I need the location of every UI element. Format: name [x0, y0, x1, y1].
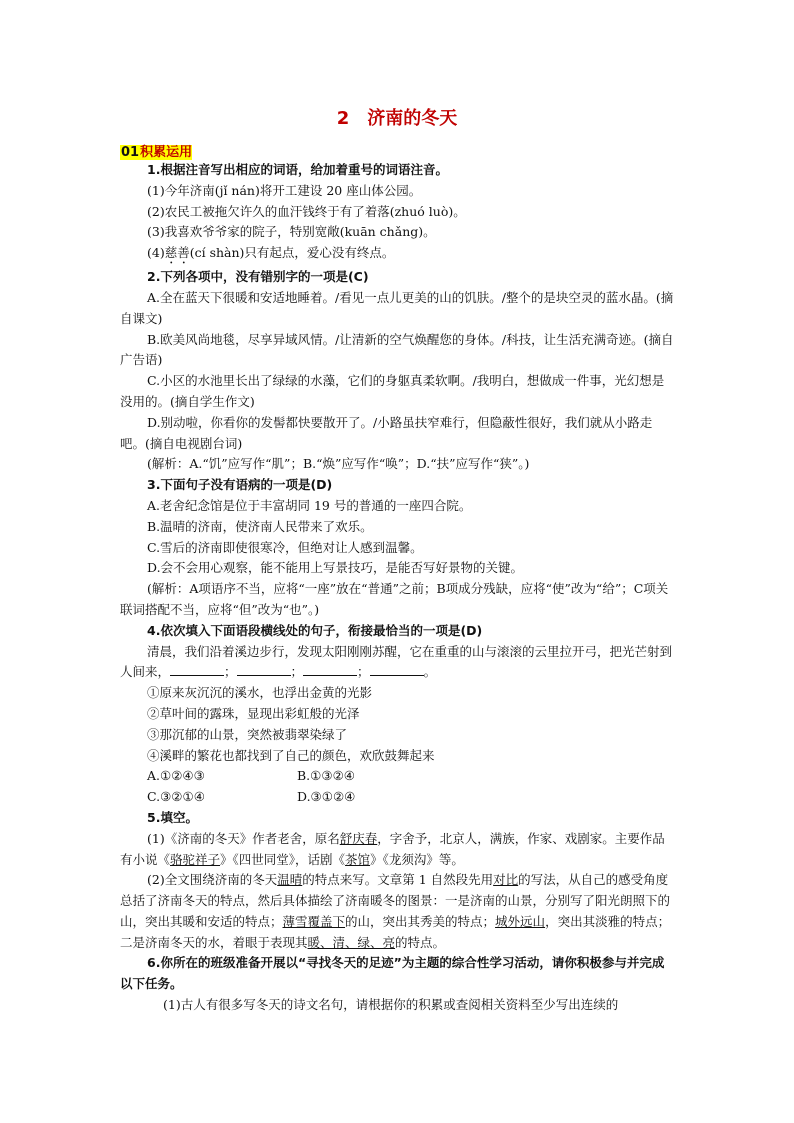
q5-stem: 5.填空。 — [147, 809, 198, 825]
fill-blank — [370, 663, 424, 676]
q6-item-1: (1)古人有很多写冬天的诗文名句，请根据你的积累或查阅相关资料至少写出连续的 — [163, 997, 619, 1013]
fill-blank — [237, 663, 291, 676]
q4-item: ①原来灰沉沉的溪水，也浮出金黄的光影 — [147, 685, 373, 701]
q1-stem: 1.根据注音写出相应的词语，给加着重号的词语注音。 — [147, 162, 448, 177]
q6-stem: 6.你所在的班级准备开展以“寻找冬天的足迹”为主题的综合性学习活动，请你积极参与并完成以下任务。 — [120, 955, 665, 992]
q5-part-1: (1)《济南的冬天》作者老舍，原名舒庆春，字舍予，北京人，满族，作家、戏剧家。主要作品有小说《骆驼祥子》《四世同堂》，话剧《茶馆》《龙须沟》等。 — [120, 830, 665, 867]
q3-analysis: (解析：A项语序不当，应将“一座”放在“普通”之前；B项成分残缺，应将“使”改为“给”；C项关联词搭配不当，应将“但”改为“也”。) — [120, 581, 669, 617]
q4-option-a: A.①②④③ — [147, 768, 205, 784]
page-title: 2 济南的冬天 — [336, 108, 458, 129]
q4-options-row-2 — [120, 787, 676, 808]
section-label: 积累运用 — [140, 145, 193, 160]
q3-option-c: C.雪后的济南即使很寒冷，但绝对让人感到温馨。 — [147, 539, 423, 555]
q3-option-b: B.温晴的济南，使济南人民带来了欢乐。 — [147, 518, 373, 534]
q4-option-c: C.③②①④ — [147, 789, 205, 805]
q3-option-d: D.会不会用心观察，能不能用上写景技巧，是能否写好景物的关键。 — [147, 560, 524, 576]
q1-item-4: (4)慈善(cí shàn)只有起点，爱心没有终点。 — [147, 245, 395, 261]
fill-blank — [303, 663, 357, 676]
q2-option-d: D.别动啦，你看你的发髻都快要散开了。/小路虽扶窄难行，但隐蔽性很好，我们就从小路走吧。(摘自电视剧台词) — [120, 414, 653, 451]
q4-passage: 清晨，我们沿着溪边步行，发现太阳刚刚苏醒，它在重重的山与滚滚的云里拉开弓，把光芒射到人间来， ； ； ； 。 — [120, 643, 673, 680]
q1-item-2: (2)农民工被拖欠许久的血汗钱终于有了着落(zhuó luò)。 — [147, 203, 466, 219]
section-number: 01 — [121, 145, 140, 160]
q3-option-a: A.老舍纪念馆是位于丰富胡同 19 号的普通的一座四合院。 — [147, 497, 472, 513]
q2-option-a: A.全在蓝天下很暖和安适地睡着。/看见一点儿更美的山的饥肤。/整个的是块空灵的蓝水晶。(摘自课文) — [120, 289, 674, 326]
q4-item: ④溪畔的繁花也都找到了自己的颜色，欢欣鼓舞起来 — [147, 747, 435, 763]
q4-option-b: B.①③②④ — [297, 768, 355, 784]
q4-item: ③那沉郁的山景，突然被翡翠染绿了 — [147, 726, 348, 742]
section-heading — [120, 141, 192, 160]
q5-part-2: (2)全文围绕济南的冬天温晴的特点来写。文章第 1 自然段先用对比的写法，从自己的感受角度总括了济南冬天的特点，然后具体描绘了济南暖冬的图景：一是济南的山景，分别写了阳光朗照下的山，突出其暖和安适的特点；薄雪覆盖下的山，突出其秀美的特点；城外远山，突出其淡雅的特点；二是济南冬天的水，着眼于表现其暖、清、绿、亮的特点。 — [120, 872, 671, 950]
document-body — [120, 160, 676, 1016]
q4-item: ②草叶间的露珠，显现出彩虹般的光泽 — [147, 705, 360, 721]
fill-blank — [170, 663, 224, 676]
q2-option-c: C.小区的水池里长出了绿绿的水藻，它们的身躯真柔软啊。/我明白，想做成一件事，光幻想是没用的。(摘自学生作文) — [120, 373, 665, 409]
q1-item-1: (1)今年济南(jǐ nán)将开工建设 20 座山体公园。 — [147, 182, 422, 198]
emphasized-word: 慈善 — [164, 245, 190, 261]
q2-analysis: (解析：A.“饥”应写作“肌”；B.“焕”应写作“唤”；D.“扶”应写作“狭”。) — [147, 456, 530, 472]
q4-options-row-1 — [120, 766, 676, 787]
q2-option-b: B.欧美风尚地毯，尽享异域风情。/让清新的空气焕醒您的身体。/科技，让生活充满奇迹。(摘自广告语) — [120, 331, 674, 368]
q1-item-3: (3)我喜欢爷爷家的院子，特别宽敞(kuān chǎng)。 — [147, 224, 436, 240]
q2-stem: 2.下列各项中，没有错别字的一项是(C) — [147, 269, 369, 285]
q4-option-d: D.③①②④ — [297, 789, 356, 805]
q4-stem: 4.依次填入下面语段横线处的句子，衔接最恰当的一项是(D) — [147, 622, 483, 638]
q3-stem: 3.下面句子没有语病的一项是(D) — [147, 477, 333, 493]
